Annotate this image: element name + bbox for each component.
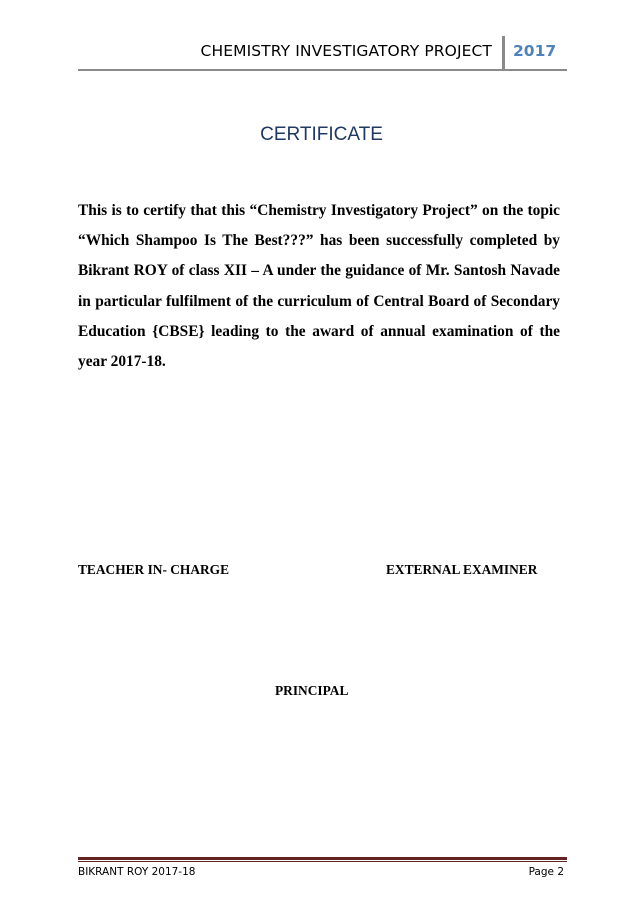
signature-principal: PRINCIPAL — [275, 683, 349, 698]
footer-page-number: Page 2 — [528, 866, 564, 878]
header-year: 2017 — [513, 42, 557, 60]
certificate-heading: CERTIFICATE — [260, 124, 383, 145]
header-divider — [502, 36, 505, 70]
signature-external-examiner: EXTERNAL EXAMINER — [386, 562, 538, 577]
header-rule — [78, 69, 567, 71]
header-title: CHEMISTRY INVESTIGATORY PROJECT — [200, 42, 492, 60]
certificate-body: This is to certify that this “Chemistry Investigatory Project” on the topic “Which Shampoo Is The Best???” has been successfully completed by Bikrant ROY of class XII – A under the guidance of Mr. Santosh Navade in particular fulfilment of the curriculum of Central Board of Secondary Education {CBSE} leading to the award of annual examination of the year 2017-18. — [78, 202, 560, 371]
signature-teacher-in-charge: TEACHER IN- CHARGE — [78, 562, 230, 577]
footer-author: BIKRANT ROY 2017-18 — [78, 866, 196, 878]
footer-rule-thin — [78, 861, 567, 862]
footer-rule — [78, 857, 567, 860]
